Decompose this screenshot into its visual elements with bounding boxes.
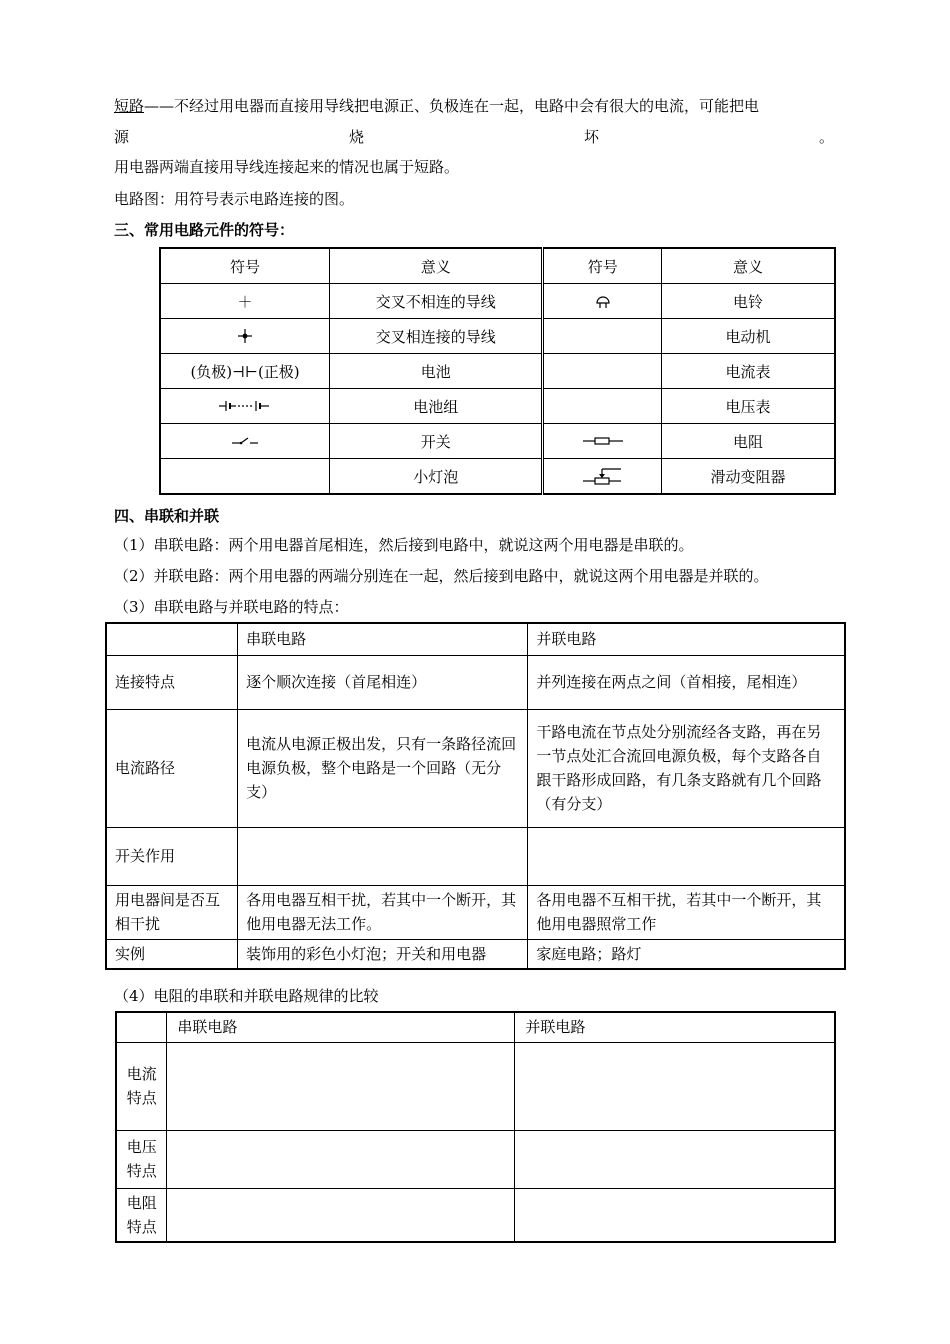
section-3-heading: 三、常用电路元件的符号： — [114, 221, 295, 239]
parallel-definition: （2）并联电路：两个用电器的两端分别连在一起，然后接到电路中，就说这两个用电器是并联的。 — [114, 567, 769, 585]
header-cell: 符号 — [543, 248, 662, 284]
row-label: 实例 — [106, 939, 238, 969]
parallel-cell: 家庭电路；路灯 — [528, 939, 845, 969]
symbol-cell — [543, 354, 662, 389]
symbol-cell: ＋ — [160, 284, 330, 319]
row-label: 用电器间是否互相干扰 — [106, 885, 238, 939]
header-cell: 并联电路 — [515, 1012, 835, 1042]
rheostat-icon — [583, 465, 623, 487]
parallel-cell: 并列连接在两点之间（首相接，尾相连） — [528, 655, 845, 709]
symbol-cell — [160, 459, 330, 495]
row-label: 连接特点 — [106, 655, 238, 709]
meaning-cell: 电流表 — [662, 354, 835, 389]
meaning-cell: 小灯泡 — [330, 459, 543, 495]
symbol-table — [159, 247, 836, 495]
series-cell: 各用电器互相干扰，若其中一个断开，其他用电器无法工作。 — [238, 885, 528, 939]
symbol-cell — [160, 389, 330, 424]
bell-symbol-icon — [593, 292, 613, 310]
table-row — [106, 709, 845, 827]
symbol-cell — [543, 389, 662, 424]
short-circuit-text: ——不经过用电器而直接用导线把电源正、负极连在一起，电路中会有很大的电流，可能把电 — [144, 97, 760, 115]
header-cell: 串联电路 — [238, 623, 528, 655]
table-row — [160, 389, 835, 424]
row-label: 电流路径 — [106, 709, 238, 827]
table-row — [106, 827, 845, 885]
symbol-cell — [543, 284, 662, 319]
parallel-cell: 干路电流在节点处分别流经各支路，再在另一节点处汇合流回电源负极，每个支路各自跟干路形成回路，有几条支路就有几个回路（有分支） — [528, 709, 845, 827]
series-cell: 装饰用的彩色小灯泡；开关和用电器 — [238, 939, 528, 969]
meaning-cell: 电动机 — [662, 319, 835, 354]
short-circuit-definition — [114, 96, 759, 116]
header-cell: 意义 — [662, 248, 835, 284]
short-circuit-note: 用电器两端直接用导线连接起来的情况也属于短路。 — [114, 158, 460, 176]
meaning-cell: 电阻 — [662, 424, 835, 459]
meaning-cell: 电池 — [330, 354, 543, 389]
row-label: 开关作用 — [106, 827, 238, 885]
header-cell — [116, 1012, 167, 1042]
parallel-cell — [528, 827, 845, 885]
header-cell — [106, 623, 238, 655]
short-circuit-term: 短路 — [114, 97, 145, 115]
table-row — [160, 319, 835, 354]
junction-dot-icon — [236, 327, 254, 345]
section-4-heading: 四、串联和并联 — [114, 507, 220, 525]
battery-pack-icon — [219, 399, 271, 413]
spread-char: 。 — [818, 128, 834, 146]
parallel-cell — [515, 1188, 835, 1242]
meaning-cell: 电池组 — [330, 389, 543, 424]
switch-icon — [230, 434, 260, 448]
table-row — [160, 284, 835, 319]
table-row — [160, 459, 835, 495]
series-cell — [167, 1130, 515, 1188]
meaning-cell: 交叉相连接的导线 — [330, 319, 543, 354]
table-row — [116, 1042, 835, 1130]
meaning-cell: 开关 — [330, 424, 543, 459]
symbol-cell — [160, 319, 330, 354]
resistor-comparison-table — [115, 1011, 836, 1243]
symbol-cell — [543, 459, 662, 495]
resistor-comparison-heading: （4）电阻的串联和并联电路规律的比较 — [114, 987, 379, 1005]
table-row — [160, 354, 835, 389]
table-row — [106, 939, 845, 969]
spread-char: 坏 — [583, 128, 599, 146]
header-cell: 符号 — [160, 248, 330, 284]
parallel-cell: 各用电器不互相干扰，若其中一个断开，其他用电器照常工作 — [528, 885, 845, 939]
series-cell — [167, 1188, 515, 1242]
row-label: 电阻特点 — [116, 1188, 167, 1242]
table-row — [106, 655, 845, 709]
parallel-cell — [515, 1042, 835, 1130]
header-cell: 意义 — [330, 248, 543, 284]
meaning-cell: 电压表 — [662, 389, 835, 424]
parallel-cell — [515, 1130, 835, 1188]
symbol-cell: (负极)⊣⊢(正极) — [160, 354, 330, 389]
spread-line — [114, 127, 834, 147]
meaning-cell: 电铃 — [662, 284, 835, 319]
series-cell: 电流从电源正极出发，只有一条路径流回电源负极，整个电路是一个回路（无分支） — [238, 709, 528, 827]
row-label: 电流特点 — [116, 1042, 167, 1130]
series-parallel-table — [105, 622, 846, 970]
symbol-cell — [543, 424, 662, 459]
table-header-row — [106, 623, 845, 655]
series-cell — [167, 1042, 515, 1130]
table-row — [160, 424, 835, 459]
circuit-diagram-definition: 电路图：用符号表示电路连接的图。 — [114, 190, 355, 208]
table-row — [116, 1130, 835, 1188]
characteristics-heading: （3）串联电路与并联电路的特点： — [114, 598, 349, 616]
table-header-row — [160, 248, 835, 284]
symbol-cell — [543, 319, 662, 354]
table-header-row — [116, 1012, 835, 1042]
series-cell: 逐个顺次连接（首尾相连） — [238, 655, 528, 709]
meaning-cell: 交叉不相连的导线 — [330, 284, 543, 319]
table-row — [116, 1188, 835, 1242]
spread-char: 烧 — [348, 128, 364, 146]
header-cell: 串联电路 — [167, 1012, 515, 1042]
series-cell — [238, 827, 528, 885]
resistor-icon — [583, 435, 623, 447]
symbol-cell — [160, 424, 330, 459]
spread-char: 源 — [114, 128, 130, 146]
table-row — [106, 885, 845, 939]
series-definition: （1）串联电路：两个用电器首尾相连，然后接到电路中，就说这两个用电器是串联的。 — [114, 536, 694, 554]
meaning-cell: 滑动变阻器 — [662, 459, 835, 495]
header-cell: 并联电路 — [528, 623, 845, 655]
row-label: 电压特点 — [116, 1130, 167, 1188]
